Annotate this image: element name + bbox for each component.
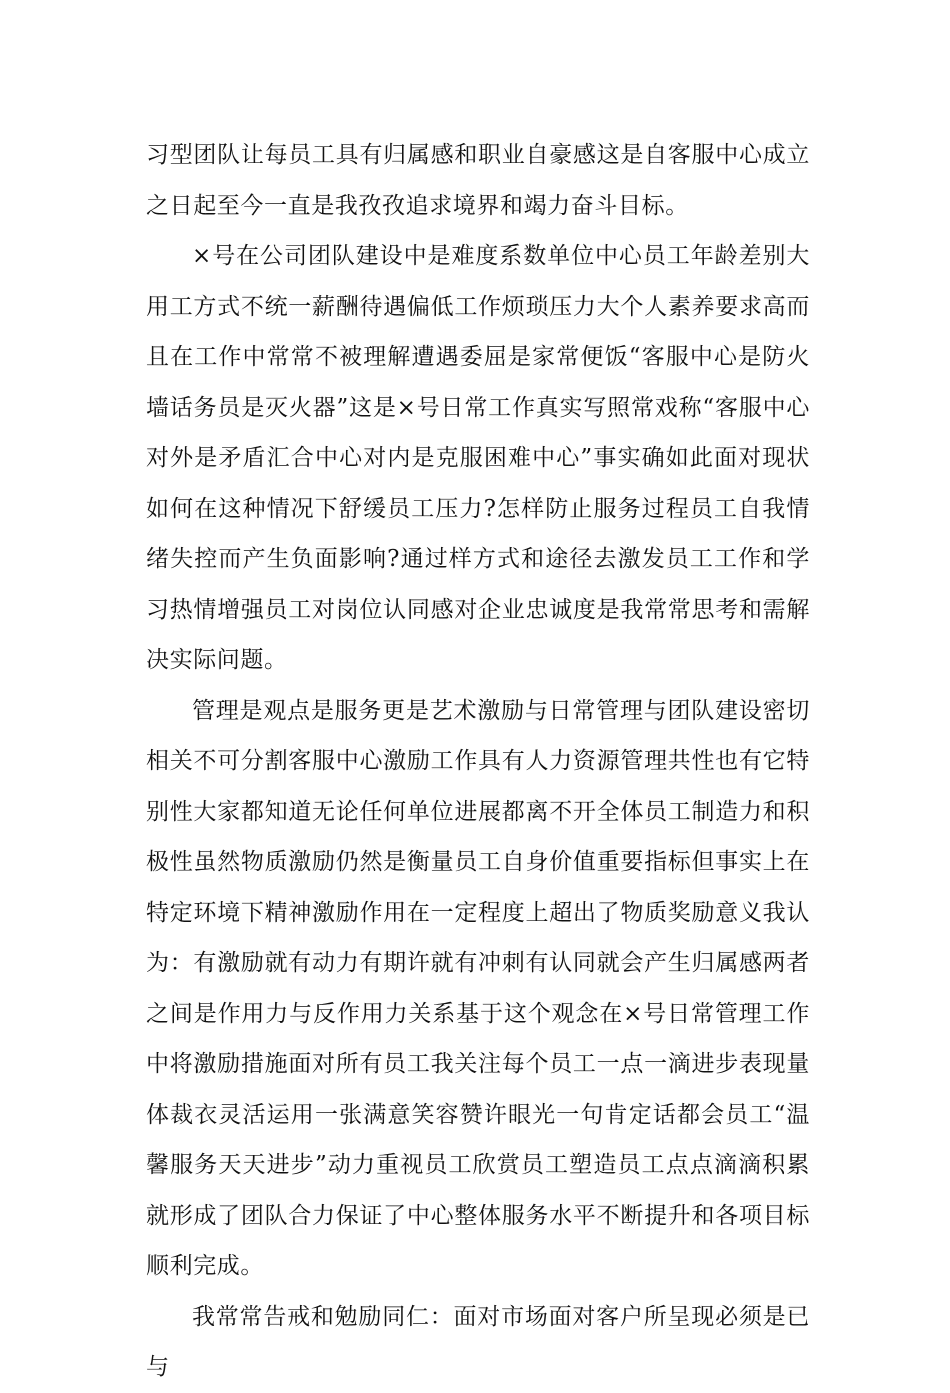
paragraph-2: ×号在公司团队建设中是难度系数单位中心员工年龄差别大用工方式不统一薪酬待遇偏低工作烦琐压力大个人素养要求高而且在工作中常常不被理解遭遇委屈是家常便饭“客服中心是防火墙话务员是灭火器”这是×号日常工作真实写照常戏称“客服中心对外是矛盾汇合中心对内是克服困难中心”事实确如此面对现状如何在这种情况下舒缓员工压力?怎样防止服务过程员工自我情绪失控而产生负面影响?通过样方式和途径去激发员工工作和学习热情增强员工对岗位认同感对企业忠诚度是我常常思考和需解决实际问题。 [146, 243, 810, 673]
document-body [146, 130, 810, 1393]
paragraph-1: 习型团队让每员工具有归属感和职业自豪感这是自客服中心成立之日起至今一直是我孜孜追求境界和竭力奋斗目标。 [146, 142, 810, 219]
paragraph-3: 管理是观点是服务更是艺术激励与日常管理与团队建设密切相关不可分割客服中心激励工作具有人力资源管理共性也有它特别性大家都知道无论任何单位进展都离不开全体员工制造力和积极性虽然物质激励仍然是衡量员工自身价值重要指标但事实上在特定环境下精神激励作用在一定程度上超出了物质奖励意义我认为：有激励就有动力有期许就有冲刺有认同就会产生归属感两者之间是作用力与反作用力关系基于这个观念在×号日常管理工作中将激励措施面对所有员工我关注每个员工一点一滴进步表现量体裁衣灵活运用一张满意笑容赞许眼光一句肯定话都会员工“温馨服务天天进步”动力重视员工欣赏员工塑造员工点点滴滴积累就形成了团队合力保证了中心整体服务水平不断提升和各项目标顺利完成。 [146, 697, 810, 1279]
paragraph-4: 我常常告戒和勉励同仁：面对市场面对客户所呈现必须是已与 [146, 1303, 810, 1380]
